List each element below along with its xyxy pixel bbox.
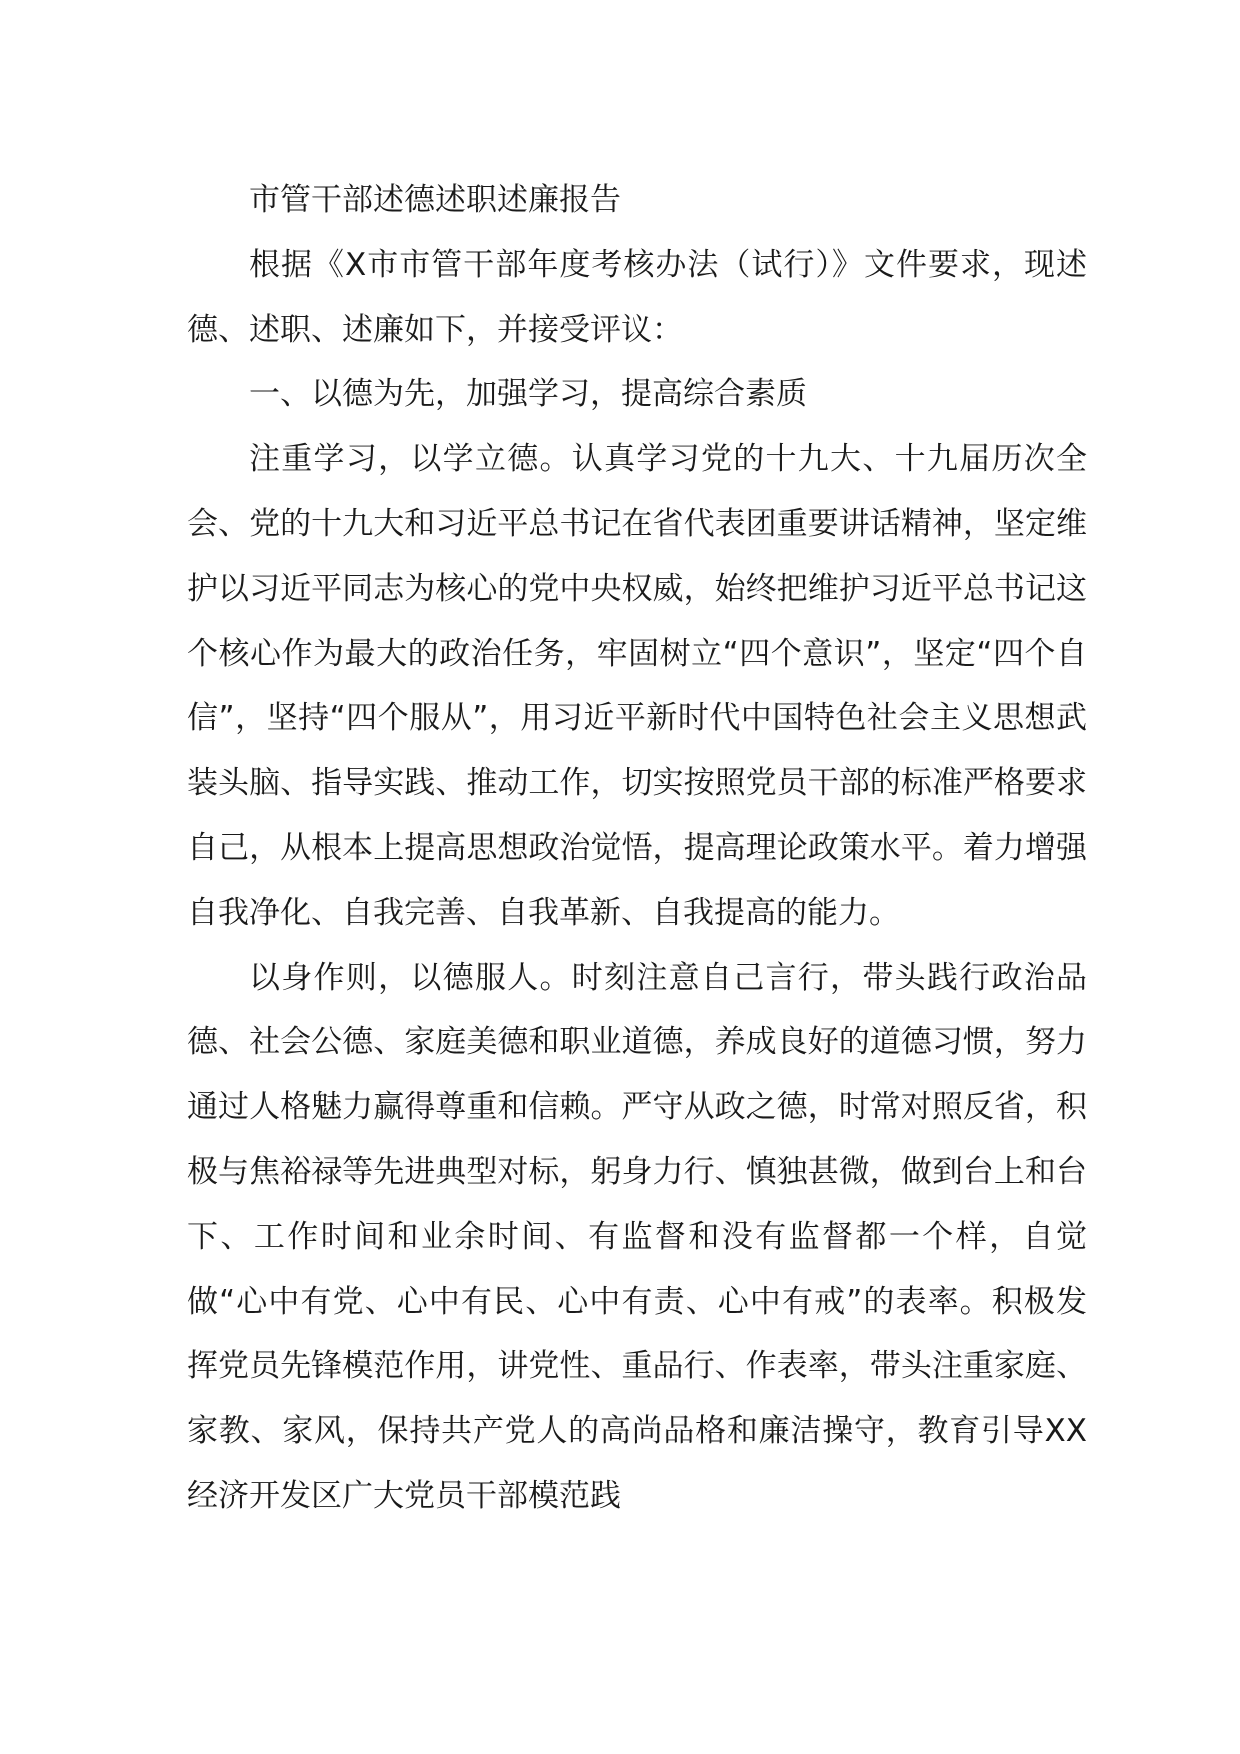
- section-heading-1: 一、以德为先，加强学习，提高综合素质: [249, 376, 807, 413]
- paragraph-example: 以身作则，以德服人。时刻注意自己言行，带头践行政治品德、社会公德、家庭美德和职业道德，养成良好的道德习惯，努力通过人格魅力赢得尊重和信赖。严守从政之德，时常对照反省，积极与焦裕禄等先进典型对标，躬身力行、慎独甚微，做到台上和台下、工作时间和业余时间、有监督和没有监督都一个样，自觉做“心中有党、心中有民、心中有责、心中有戒”的表率。积极发挥党员先锋模范作用，讲党性、重品行、作表率，带头注重家庭、家教、家风，保持共产党人的高尚品格和廉洁操守，教育引导XX经济开发区广大党员干部模范践: [187, 959, 1087, 1514]
- document-title: 市管干部述德述职述廉报告: [249, 182, 621, 218]
- paragraph-intro: 根据《X市市管干部年度考核办法（试行）》文件要求，现述德、述职、述廉如下，并接受评议：: [187, 246, 1087, 348]
- paragraph-study: 注重学习，以学立德。认真学习党的十九大、十九届历次全会、党的十九大和习近平总书记在省代表团重要讲话精神，坚定维护以习近平同志为核心的党中央权威，始终把维护习近平总书记这个核心作为最大的政治任务，牢固树立“四个意识”，坚定“四个自信”，坚持“四个服从”，用习近平新时代中国特色社会主义思想武装头脑、指导实践、推动工作，切实按照党员干部的标准严格要求自己，从根本上提高思想政治觉悟，提高理论政策水平。着力增强自我净化、自我完善、自我革新、自我提高的能力。: [187, 441, 1087, 931]
- document-body: [187, 168, 1087, 1529]
